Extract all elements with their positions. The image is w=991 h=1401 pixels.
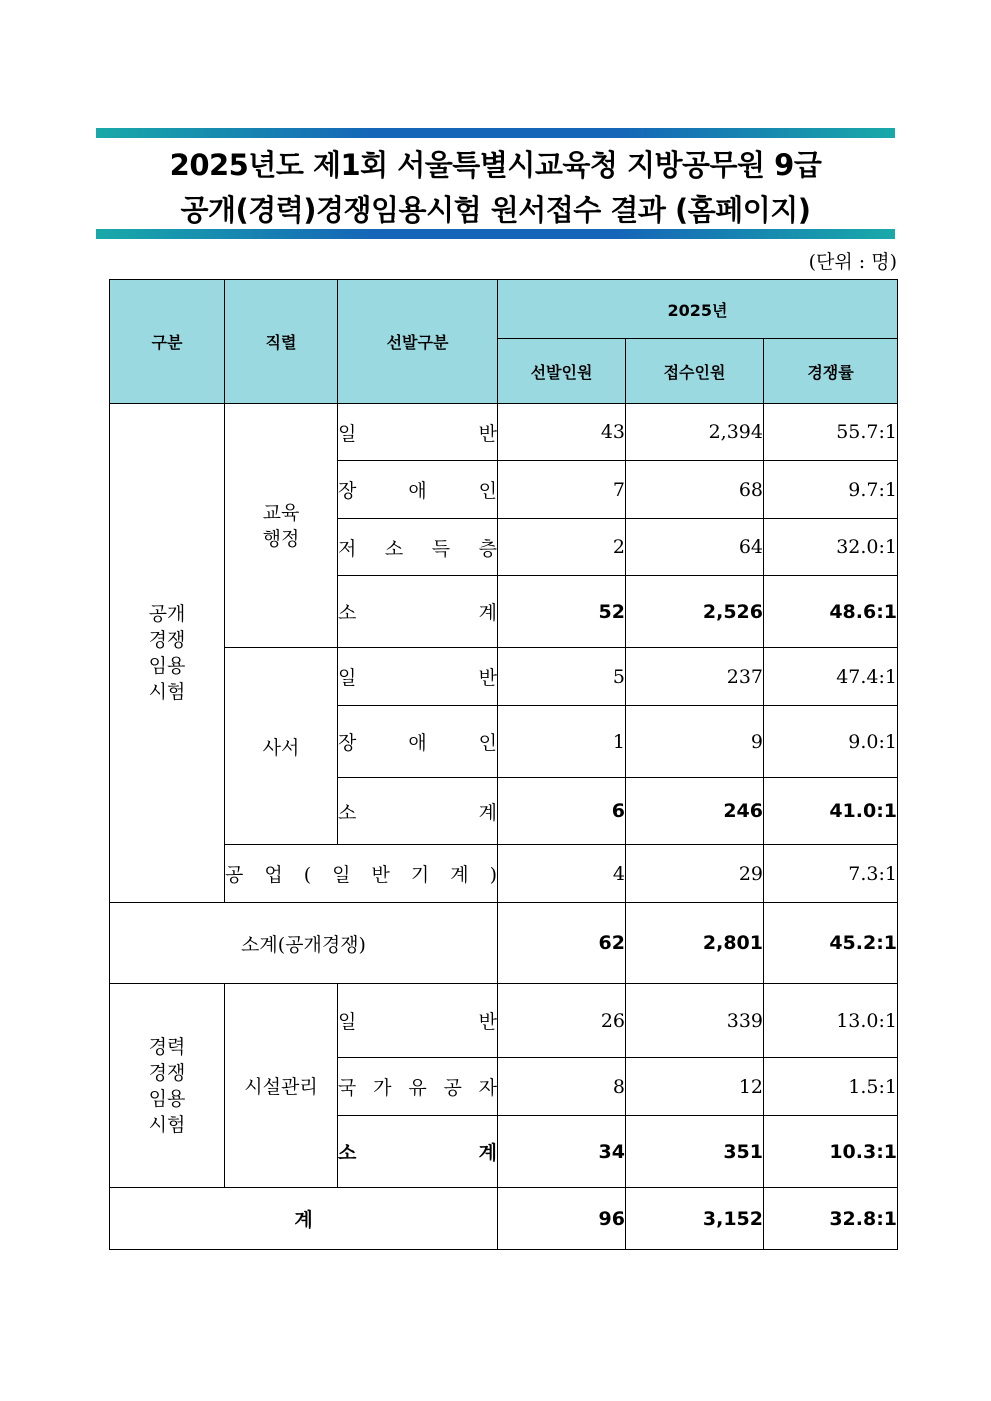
selected-cell: 5 bbox=[498, 648, 626, 706]
title-bar-top bbox=[96, 128, 895, 138]
applied-cell: 246 bbox=[626, 778, 764, 845]
header-selection-type: 선발구분 bbox=[338, 280, 498, 404]
page-title-line2: 공개(경력)경쟁임용시험 원서접수 결과 (홈페이지) bbox=[180, 193, 811, 227]
applied-cell: 2,526 bbox=[626, 576, 764, 648]
ratio-cell: 32.8:1 bbox=[764, 1188, 898, 1250]
type-cell: 소 계 bbox=[338, 1116, 498, 1188]
selected-cell: 34 bbox=[498, 1116, 626, 1188]
ratio-cell: 55.7:1 bbox=[764, 404, 898, 461]
header-applied: 접수인원 bbox=[626, 339, 764, 404]
selected-cell: 6 bbox=[498, 778, 626, 845]
applied-cell: 2,801 bbox=[626, 903, 764, 984]
selected-cell: 2 bbox=[498, 519, 626, 576]
table-row-open-subtotal bbox=[110, 903, 898, 984]
applied-cell: 351 bbox=[626, 1116, 764, 1188]
table-row bbox=[110, 984, 898, 1058]
applied-cell: 12 bbox=[626, 1058, 764, 1116]
ratio-cell: 10.3:1 bbox=[764, 1116, 898, 1188]
header-ratio: 경쟁률 bbox=[764, 339, 898, 404]
ratio-cell: 7.3:1 bbox=[764, 845, 898, 903]
selected-cell: 52 bbox=[498, 576, 626, 648]
applied-cell: 237 bbox=[626, 648, 764, 706]
header-year: 2025년 bbox=[498, 280, 898, 339]
ratio-cell: 1.5:1 bbox=[764, 1058, 898, 1116]
job-facility: 시설관리 bbox=[225, 984, 338, 1188]
applied-cell: 64 bbox=[626, 519, 764, 576]
ratio-cell: 48.6:1 bbox=[764, 576, 898, 648]
type-cell: 국 가 유 공 자 bbox=[338, 1058, 498, 1116]
applied-cell: 68 bbox=[626, 461, 764, 519]
selected-cell: 26 bbox=[498, 984, 626, 1058]
type-cell: 일 반 bbox=[338, 648, 498, 706]
unit-label: (단위 : 명) bbox=[808, 251, 897, 273]
page-title-line1: 2025년도 제1회 서울특별시교육청 지방공무원 9급 bbox=[169, 148, 822, 182]
title-bar-bottom bbox=[96, 229, 895, 239]
results-table bbox=[109, 279, 898, 1250]
header-job: 직렬 bbox=[225, 280, 338, 404]
type-cell: 장 애 인 bbox=[338, 706, 498, 778]
ratio-cell: 9.7:1 bbox=[764, 461, 898, 519]
applied-cell: 29 bbox=[626, 845, 764, 903]
type-cell: 소계(공개경쟁) bbox=[110, 903, 498, 984]
ratio-cell: 32.0:1 bbox=[764, 519, 898, 576]
type-cell-industrial: 공 업 ( 일 반 기 계 ) bbox=[225, 845, 498, 903]
selected-cell: 7 bbox=[498, 461, 626, 519]
selected-cell: 96 bbox=[498, 1188, 626, 1250]
ratio-cell: 13.0:1 bbox=[764, 984, 898, 1058]
header-category: 구분 bbox=[110, 280, 225, 404]
selected-cell: 8 bbox=[498, 1058, 626, 1116]
ratio-cell: 41.0:1 bbox=[764, 778, 898, 845]
ratio-cell: 47.4:1 bbox=[764, 648, 898, 706]
job-edu-admin: 교육 행정 bbox=[225, 404, 338, 648]
group-career: 경력 경쟁 임용 시험 bbox=[110, 984, 225, 1188]
type-cell: 저 소 득 층 bbox=[338, 519, 498, 576]
table-row-total bbox=[110, 1188, 898, 1250]
applied-cell: 2,394 bbox=[626, 404, 764, 461]
type-cell: 장 애 인 bbox=[338, 461, 498, 519]
applied-cell: 9 bbox=[626, 706, 764, 778]
table-row bbox=[110, 648, 898, 706]
selected-cell: 1 bbox=[498, 706, 626, 778]
table-row bbox=[110, 404, 898, 461]
selected-cell: 43 bbox=[498, 404, 626, 461]
selected-cell: 62 bbox=[498, 903, 626, 984]
group-open: 공개 경쟁 임용 시험 bbox=[110, 404, 225, 903]
type-cell: 일 반 bbox=[338, 404, 498, 461]
type-cell: 일 반 bbox=[338, 984, 498, 1058]
header-selected: 선발인원 bbox=[498, 339, 626, 404]
type-cell: 소 계 bbox=[338, 576, 498, 648]
type-cell: 소 계 bbox=[338, 778, 498, 845]
job-librarian: 사서 bbox=[225, 648, 338, 845]
ratio-cell: 45.2:1 bbox=[764, 903, 898, 984]
table-row bbox=[110, 845, 898, 903]
selected-cell: 4 bbox=[498, 845, 626, 903]
ratio-cell: 9.0:1 bbox=[764, 706, 898, 778]
type-cell: 계 bbox=[110, 1188, 498, 1250]
applied-cell: 3,152 bbox=[626, 1188, 764, 1250]
applied-cell: 339 bbox=[626, 984, 764, 1058]
